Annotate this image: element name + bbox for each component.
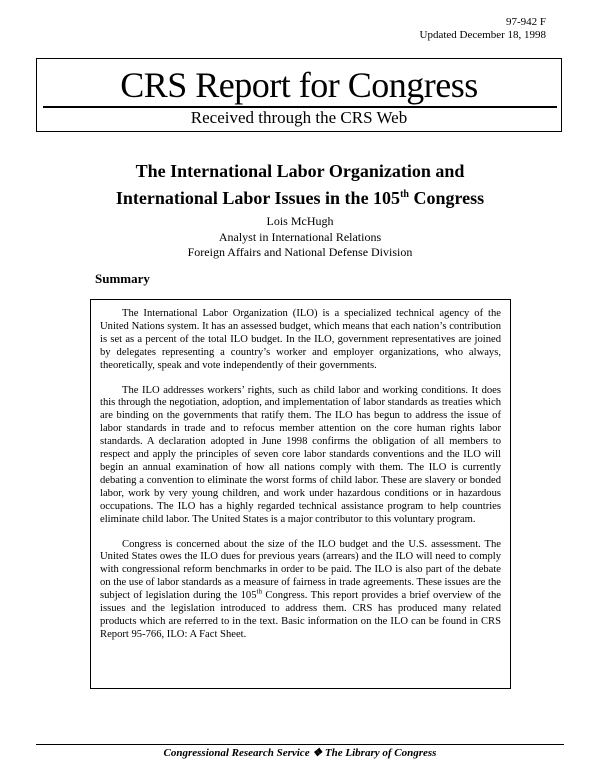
report-title: [0, 160, 600, 210]
summary-paragraph-3: Congress is concerned about the size of the ILO budget and the U.S. assessment. The United States owes the ILO dues for previous years (arrears) and the ILO will need to comply with congressional reform benchmarks in order to be paid. The ILO is also part of the debate on the use of labor standards as a measure of fairness in trade agreements. These issues are the subject of legislation during the 105th Congress. This report provides a brief overview of the issues and the legislation introduced to address them. CRS has produced many related products which are referred to in the text. Basic information on the ILO can be found in CRS Report 95-766, ILO: A Fact Sheet.: [100, 538, 501, 640]
report-title-line-1: The International Labor Organization and: [135, 161, 465, 181]
summary-heading: Summary: [95, 271, 150, 286]
footer-divider: [36, 744, 564, 745]
report-title-line-2: International Labor Issues in the 105th Congress: [115, 188, 485, 208]
crs-banner: [36, 58, 562, 132]
banner-title: CRS Report for Congress: [120, 65, 478, 105]
author-block: [0, 214, 600, 261]
summary-paragraph-1: The International Labor Organization (ILO) is a specialized technical agency of the United Nations system. It has an assessed budget, which means that each nation’s contribution is set as a percent of the total ILO budget. In the ILO, government representatives are joined by delegates representing a country’s worker and employer organizations, who always, theoretically, speak and vote independently of their governments.: [100, 308, 501, 371]
document-metadata: [420, 16, 546, 42]
update-date: Updated December 18, 1998: [419, 29, 546, 41]
author-name: Lois McHugh: [266, 214, 334, 228]
summary-paragraph-2: The ILO addresses workers’ rights, such as child labor and working conditions. It does this through the negotiation, adoption, and implementation of labor standards as treaties which are binding on the governments that ratify them. The ILO has begun to address the issue of labor standards in trade and to refocus member attention on the core human rights labor standards. A declaration adopted in June 1998 confirms the obligation of all members to respect and apply the principles of seven core labor standards conventions and the ILO will begin an annual examination of how all nations comply with them. The ILO is currently debating a convention to eliminate the worst forms of child labor. These are slavery or bonded labor, work by very young children, and work under hazardous conditions or in hazardous occupations. The ILO has a highly regarded technical assistance program to help countries eliminate child labor. The United States is a major contributor to this voluntary program.: [100, 384, 501, 525]
author-role: Analyst in International Relations: [218, 229, 382, 244]
report-number: 97-942 F: [505, 16, 546, 28]
summary-box: [90, 299, 511, 689]
footer-credit: Congressional Research Service ❖ The Library of Congress: [163, 747, 437, 759]
author-division: Foreign Affairs and National Defense Division: [187, 245, 413, 259]
banner-subtitle: Received through the CRS Web: [190, 108, 408, 127]
